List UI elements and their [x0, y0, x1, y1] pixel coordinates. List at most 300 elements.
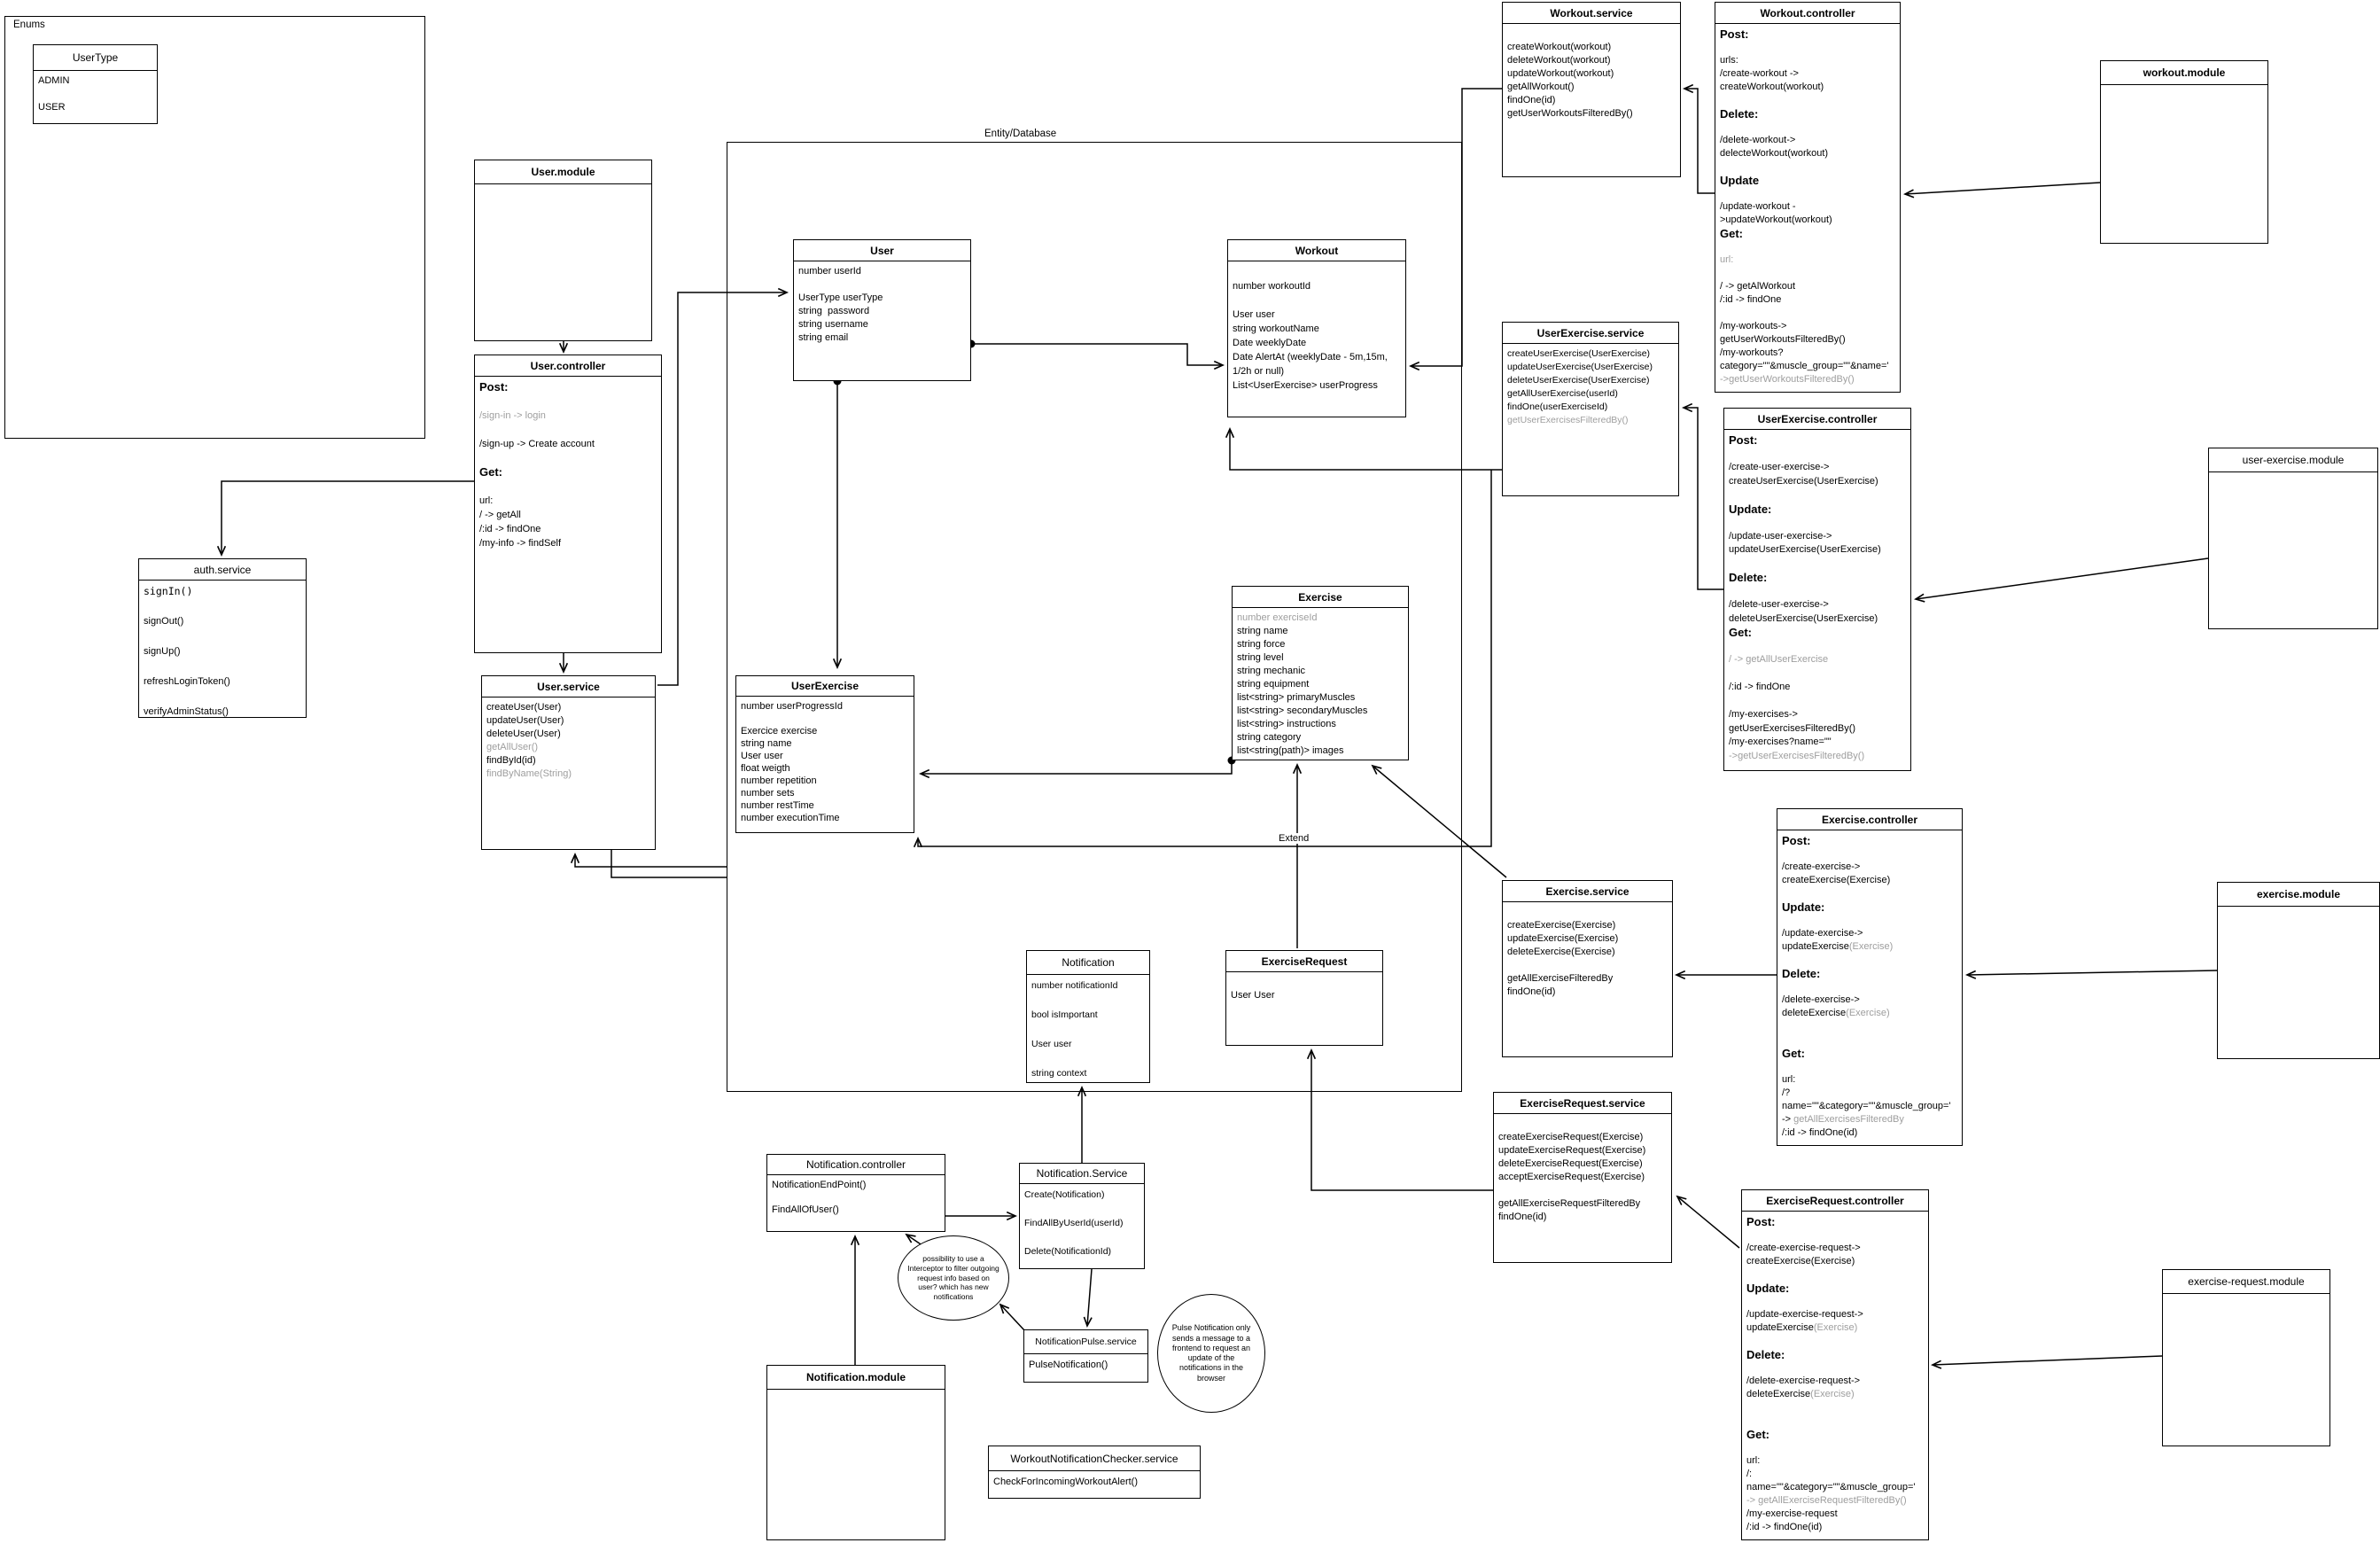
workout-entity-row-6: Date AlertAt (weeklyDate - 5m,15m, [1233, 352, 1388, 362]
userexercise-controller-row-8: updateUserExercise(UserExercise) [1729, 544, 1881, 555]
exercise-service-row-4 [1507, 959, 1668, 972]
notification-controller-row-1 [772, 1191, 940, 1204]
userexercise-controller-row-22: /my-exercises?name="" [1729, 736, 1832, 747]
node-notification-service[interactable] [1019, 1163, 1145, 1269]
notification-service-row-1 [1024, 1202, 1139, 1216]
user-controller-row-6: Get: [479, 465, 502, 479]
exercise-request-module-body [2163, 1294, 2329, 1301]
user-controller-row-7 [479, 479, 657, 494]
notification-entity-row-6: string context [1031, 1068, 1087, 1079]
exercise-controller-row-1 [1782, 847, 1957, 861]
userexercise-controller-row-6 [1729, 516, 1906, 530]
node-workout-module[interactable] [2100, 60, 2268, 244]
workout-service-row-6: getUserWorkoutsFilteredBy() [1507, 108, 1633, 119]
user-controller-row-3 [479, 423, 657, 437]
edge-entitydb-userservice-a[interactable] [575, 854, 727, 867]
exerciserequest-service-body [1494, 1114, 1671, 1227]
exerciserequest-controller-row-7: /update-exercise-request-> [1746, 1309, 1863, 1320]
exercise-controller-row-14 [1782, 1020, 1957, 1033]
auth-service-row-4: signUp() [144, 646, 181, 657]
workout-entity-row-4: string workoutName [1233, 323, 1319, 334]
user-controller-row-4: /sign-up -> Create account [479, 439, 595, 449]
workout-controller-row-24: /my-workouts? [1720, 347, 1784, 358]
exerciserequest-entity-row-0 [1231, 976, 1378, 989]
workout-controller-row-21 [1720, 307, 1895, 320]
pulse-note-ellipse[interactable] [1157, 1294, 1265, 1413]
exerciserequest-controller-row-22: /my-exercise-request [1746, 1508, 1838, 1519]
node-workout-service[interactable] [1502, 2, 1681, 177]
exercise-controller-title: Exercise.controller [1777, 809, 1962, 830]
exercise-controller-row-17 [1782, 1060, 1957, 1073]
exercise-entity-row-9: string category [1237, 732, 1302, 743]
userexercise-controller-row-9 [1729, 557, 1906, 572]
user-entity-row-1 [798, 278, 966, 292]
workout-controller-row-5 [1720, 94, 1895, 107]
workout-service-row-4: getAllWorkout() [1507, 82, 1575, 92]
auth-service-row-0: signIn() [144, 585, 193, 597]
userexercise-controller-row-0: Post: [1729, 433, 1758, 447]
userexercise-controller-row-11 [1729, 585, 1906, 599]
userexercise-controller-row-2: /create-user-exercise-> [1729, 462, 1830, 472]
exercise-controller-row-21: -> getAllExercisesFilteredBy [1782, 1114, 1904, 1125]
workout-service-body [1503, 24, 1680, 124]
exerciserequest-service-row-7: findOne(id) [1498, 1212, 1547, 1222]
edge-notificationpulse-interceptornote[interactable] [1000, 1305, 1025, 1331]
userexercise-controller-row-10: Delete: [1729, 571, 1768, 584]
exerciserequest-controller-row-12: /delete-exercise-request-> [1746, 1375, 1861, 1386]
exerciserequest-controller-row-6 [1746, 1295, 1924, 1308]
userexercise-controller-row-17 [1729, 667, 1906, 682]
user-entity-row-4: string username [798, 319, 868, 330]
workout-controller-row-26: ->getUserWorkoutsFilteredBy() [1720, 374, 1855, 385]
exercise-service-row-0 [1507, 906, 1668, 919]
workout-controller-row-13: /update-workout - [1720, 201, 1796, 212]
workout-controller-row-1 [1720, 41, 1895, 54]
node-workout-entity[interactable] [1227, 239, 1406, 417]
userexercise-service-row-4: findOne(userExerciseId) [1507, 401, 1608, 412]
node-notification-controller[interactable] [766, 1154, 945, 1232]
usertype-enum-body [34, 71, 157, 118]
workout-controller-row-4: createWorkout(workout) [1720, 82, 1824, 92]
entity-database-container-label: Entity/Database [982, 129, 1059, 139]
user-controller-row-11: /my-info -> findSelf [479, 538, 562, 549]
user-entity-row-3: string password [798, 306, 870, 316]
exerciserequest-controller-row-16: Get: [1746, 1428, 1769, 1441]
notification-service-title: Notification.Service [1020, 1164, 1144, 1184]
notification-entity-title: Notification [1027, 951, 1149, 975]
edge-notificationservice-notificationpulse[interactable] [1087, 1269, 1092, 1326]
userexercise-controller-row-12: /delete-user-exercise-> [1729, 599, 1829, 610]
workout-controller-title: Workout.controller [1715, 3, 1900, 24]
node-user-exercise-module[interactable] [2208, 448, 2378, 629]
workout-controller-row-0: Post: [1720, 27, 1749, 41]
userexercise-controller-row-3: createUserExercise(UserExercise) [1729, 475, 1878, 487]
user-exercise-module-body [2209, 472, 2377, 479]
exercise-controller-row-13: deleteExercise(Exercise) [1782, 1008, 1890, 1018]
userexercise-controller-row-1 [1729, 448, 1906, 462]
workout-controller-row-20: /:id -> findOne [1720, 294, 1782, 305]
workout-service-row-5: findOne(id) [1507, 95, 1556, 105]
exercise-controller-row-12: /delete-exercise-> [1782, 994, 1860, 1005]
notification-entity-row-0: number notificationId [1031, 980, 1118, 991]
node-exercise-entity[interactable] [1232, 586, 1409, 760]
edge-exerciserequestcontroller-exerciserequestservice[interactable] [1677, 1196, 1739, 1248]
auth-service-row-6: refreshLoginToken() [144, 676, 230, 687]
workout-controller-row-12 [1720, 187, 1895, 200]
exercise-controller-row-8: updateExercise(Exercise) [1782, 941, 1894, 952]
node-exerciserequest-controller[interactable] [1741, 1189, 1929, 1540]
notification-module-title: Notification.module [767, 1366, 945, 1390]
userexercise-controller-row-5: Update: [1729, 502, 1772, 516]
userexercise-service-row-2: deleteUserExercise(UserExercise) [1507, 375, 1650, 386]
user-entity-row-2: UserType userType [798, 292, 883, 303]
exercise-module-body [2218, 907, 2379, 914]
workout-entity-body [1228, 261, 1405, 396]
workout-service-row-3: updateWorkout(workout) [1507, 68, 1614, 79]
userexercise-controller-body [1724, 430, 1910, 767]
edge-workoutmodule-workoutcontroller[interactable] [1905, 183, 2100, 194]
user-service-title: User.service [482, 676, 655, 697]
exercise-entity-row-6: list<string> primaryMuscles [1237, 692, 1356, 703]
exerciserequest-controller-row-17 [1746, 1441, 1924, 1454]
workout-entity-row-0 [1233, 265, 1401, 279]
node-exerciserequest-entity[interactable] [1225, 950, 1383, 1046]
notification-entity-row-4: User user [1031, 1039, 1072, 1049]
userexercise-service-row-1: updateUserExercise(UserExercise) [1507, 362, 1653, 372]
notification-entity-row-5 [1031, 1052, 1145, 1067]
node-auth-service[interactable] [138, 558, 307, 718]
exerciserequest-controller-row-20: name=""&category=""&muscle_group=' [1746, 1482, 1916, 1492]
exerciserequest-controller-title: ExerciseRequest.controller [1742, 1190, 1928, 1212]
notification-service-row-2: FindAllByUserId(userId) [1024, 1218, 1124, 1228]
notification-entity-body [1027, 975, 1149, 1085]
node-exercise-module[interactable] [2217, 882, 2380, 1059]
workout-controller-row-19: / -> getAlWorkout [1720, 281, 1796, 292]
workout-controller-row-17: url: [1720, 254, 1734, 265]
node-user-controller[interactable] [474, 355, 662, 653]
exerciserequest-controller-row-11 [1746, 1361, 1924, 1375]
exercise-controller-row-20: name=""&category=""&muscle_group=' [1782, 1101, 1951, 1111]
userexercise-service-row-0: createUserExercise(UserExercise) [1507, 348, 1651, 359]
notification-service-row-0: Create(Notification) [1024, 1189, 1105, 1200]
exerciserequest-controller-row-14 [1746, 1401, 1924, 1414]
workout-controller-row-25: category=""&muscle_group=""&name=' [1720, 361, 1889, 371]
user-controller-row-5 [479, 451, 657, 465]
notification-entity-row-1 [1031, 994, 1145, 1009]
node-notificationpulse-service[interactable] [1023, 1329, 1148, 1383]
exerciserequest-controller-row-1 [1746, 1228, 1924, 1242]
node-userexercise-controller[interactable] [1723, 408, 1911, 771]
auth-service-row-2: signOut() [144, 616, 184, 627]
node-workoutnotificationchecker-service[interactable] [988, 1446, 1201, 1499]
userexercise-service-title: UserExercise.service [1503, 323, 1678, 344]
userexercise-entity-row-8: number restTime [741, 800, 814, 811]
pulse-note-text: Pulse Notification only sends a message to a frontend to request an update of the notifications in the browser [1171, 1323, 1251, 1383]
exercise-controller-row-16: Get: [1782, 1047, 1805, 1060]
userexercise-controller-row-15 [1729, 640, 1906, 654]
auth-service-row-3 [144, 629, 301, 644]
userexercise-entity-row-5: float weigth [741, 763, 790, 774]
workout-controller-body [1715, 24, 1900, 390]
exerciserequest-controller-body [1742, 1212, 1928, 1538]
exercise-controller-row-4 [1782, 887, 1957, 900]
userexercise-entity-row-1 [741, 713, 909, 725]
auth-service-title: auth.service [139, 559, 306, 581]
workout-controller-row-8: /delete-workout-> [1720, 135, 1796, 145]
userexercise-controller-title: UserExercise.controller [1724, 409, 1910, 430]
exerciserequest-controller-row-23: /:id -> findOne(id) [1746, 1522, 1823, 1532]
workout-controller-row-16 [1720, 240, 1895, 253]
edge-usercontroller-authservice[interactable] [222, 481, 474, 555]
exercise-controller-row-18: url: [1782, 1074, 1796, 1085]
exercise-service-title: Exercise.service [1503, 881, 1672, 902]
workoutnotificationchecker-service-body [989, 1471, 1200, 1492]
exercise-controller-body [1777, 830, 1962, 1143]
userexercise-entity-row-4: User user [741, 751, 783, 761]
workout-service-row-1: createWorkout(workout) [1507, 42, 1612, 52]
interceptor-note-ellipse[interactable] [898, 1235, 1009, 1321]
node-userexercise-entity[interactable] [735, 675, 914, 833]
user-service-row-3: getAllUser() [486, 742, 539, 752]
userexercise-entity-row-7: number sets [741, 788, 795, 799]
user-controller-row-10: /:id -> findOne [479, 524, 541, 534]
exercise-entity-title: Exercise [1233, 587, 1408, 608]
notificationpulse-service-row-0: PulseNotification() [1029, 1360, 1108, 1370]
usertype-enum-row-2: USER [38, 102, 66, 113]
workout-entity-row-8: List<UserExercise> userProgress [1233, 380, 1378, 391]
notification-entity-row-2: bool isImportant [1031, 1009, 1098, 1020]
notification-service-row-3 [1024, 1230, 1139, 1244]
extend-edge-label: Extend [1279, 833, 1310, 844]
notification-module-body [767, 1390, 945, 1397]
user-service-body [482, 697, 655, 784]
user-controller-row-2: /sign-in -> login [479, 410, 546, 421]
exercise-controller-row-10: Delete: [1782, 967, 1821, 980]
node-notification-entity[interactable] [1026, 950, 1150, 1083]
notificationpulse-service-title: NotificationPulse.service [1024, 1330, 1147, 1354]
workout-service-title: Workout.service [1503, 3, 1680, 24]
exerciserequest-controller-row-0: Post: [1746, 1215, 1776, 1228]
interceptor-note-text: possibility to use a Interceptor to filter outgoing request info based on user? which has new notifications [907, 1254, 999, 1301]
exercise-controller-row-19: /? [1782, 1087, 1791, 1098]
node-notification-module[interactable] [766, 1365, 945, 1540]
exerciserequest-entity-title: ExerciseRequest [1226, 951, 1382, 972]
usertype-enum-row-1 [38, 88, 152, 101]
exercise-service-body [1503, 902, 1672, 1002]
notification-controller-row-2: FindAllOfUser() [772, 1204, 839, 1215]
notification-service-body [1020, 1184, 1144, 1262]
userexercise-controller-row-21: getUserExercisesFilteredBy() [1729, 722, 1856, 734]
user-entity-title: User [794, 240, 970, 261]
workout-controller-row-7 [1720, 121, 1895, 134]
exerciserequest-service-row-1: createExerciseRequest(Exercise) [1498, 1132, 1644, 1142]
node-exercise-controller[interactable] [1777, 808, 1963, 1146]
user-exercise-module-title: user-exercise.module [2209, 448, 2377, 472]
exercise-controller-row-11 [1782, 980, 1957, 994]
workout-controller-row-11: Update [1720, 174, 1760, 187]
exercise-controller-row-6 [1782, 914, 1957, 927]
exerciserequest-controller-row-8: updateExercise(Exercise) [1746, 1322, 1858, 1333]
user-controller-row-1 [479, 394, 657, 409]
workout-entity-row-2 [1233, 293, 1401, 308]
userexercise-service-row-3: getAllUserExercise(userId) [1507, 388, 1618, 399]
exercise-controller-row-5: Update: [1782, 900, 1825, 914]
userexercise-entity-row-3: string name [741, 738, 792, 749]
user-controller-title: User.controller [475, 355, 661, 377]
workout-module-body [2101, 85, 2267, 92]
exerciserequest-controller-row-2: /create-exercise-request-> [1746, 1243, 1861, 1253]
workout-service-row-2: deleteWorkout(workout) [1507, 55, 1611, 66]
node-user-module[interactable] [474, 160, 652, 341]
workout-module-title: workout.module [2101, 61, 2267, 85]
workout-controller-row-23: getUserWorkoutsFilteredBy() [1720, 334, 1846, 345]
user-entity-row-0: number userId [798, 266, 861, 277]
workoutnotificationchecker-service-row-0: CheckForIncomingWorkoutAlert() [993, 1477, 1139, 1487]
exercise-service-row-1: createExercise(Exercise) [1507, 920, 1616, 931]
exercise-service-row-2: updateExercise(Exercise) [1507, 933, 1619, 944]
user-service-row-5: findByName(String) [486, 768, 572, 779]
userexercise-entity-row-2: Exercice exercise [741, 726, 818, 736]
userexercise-controller-row-14: Get: [1729, 626, 1752, 639]
edge-exercisemodule-exercisecontroller[interactable] [1967, 970, 2217, 975]
notification-service-row-4: Delete(NotificationId) [1024, 1246, 1112, 1257]
exercise-controller-row-0: Post: [1782, 834, 1811, 847]
exerciserequest-service-row-5 [1498, 1184, 1667, 1197]
notificationpulse-service-body [1024, 1354, 1147, 1375]
userexercise-controller-row-4 [1729, 488, 1906, 503]
workout-entity-row-7: 1/2h or null) [1233, 366, 1285, 377]
exercise-service-row-3: deleteExercise(Exercise) [1507, 947, 1615, 957]
workout-controller-row-22: /my-workouts-> [1720, 321, 1787, 331]
user-entity-row-5: string email [798, 332, 849, 343]
exerciserequest-controller-row-18: url: [1746, 1455, 1761, 1466]
exerciserequest-service-row-6: getAllExerciseRequestFilteredBy [1498, 1198, 1641, 1209]
edge-userservice-entitydb-b[interactable] [611, 850, 727, 877]
exerciserequest-service-title: ExerciseRequest.service [1494, 1093, 1671, 1114]
userexercise-entity-title: UserExercise [736, 676, 914, 697]
exerciserequest-controller-row-13: deleteExercise(Exercise) [1746, 1389, 1855, 1399]
userexercise-controller-row-19 [1729, 695, 1906, 709]
node-usertype-enum[interactable] [33, 44, 158, 124]
user-controller-row-8: url: [479, 495, 494, 506]
exerciserequest-service-row-2: updateExerciseRequest(Exercise) [1498, 1145, 1646, 1156]
userexercise-controller-row-23: ->getUserExercisesFilteredBy() [1729, 750, 1865, 761]
user-service-row-1: updateUser(User) [486, 715, 564, 726]
node-exerciserequest-service[interactable] [1493, 1092, 1672, 1263]
auth-service-row-8: verifyAdminStatus() [144, 706, 229, 717]
exercise-controller-row-22: /:id -> findOne(id) [1782, 1127, 1858, 1138]
exerciserequest-controller-row-19: /: [1746, 1469, 1753, 1479]
notification-controller-row-0: NotificationEndPoint() [772, 1180, 867, 1190]
workout-controller-row-14: >updateWorkout(workout) [1720, 214, 1832, 225]
workout-entity-row-1: number workoutId [1233, 281, 1311, 292]
exercise-service-row-5: getAllExerciseFilteredBy [1507, 973, 1614, 984]
workout-controller-row-6: Delete: [1720, 107, 1759, 121]
exerciserequest-controller-row-9 [1746, 1335, 1924, 1348]
user-module-body [475, 184, 651, 191]
userexercise-entity-row-6: number repetition [741, 775, 817, 786]
user-service-row-2: deleteUser(User) [486, 729, 561, 739]
workout-controller-row-3: /create-workout -> [1720, 68, 1799, 79]
userexercise-entity-body [736, 697, 914, 828]
userexercise-controller-row-18: /:id -> findOne [1729, 682, 1791, 692]
exerciserequest-controller-row-3: createExercise(Exercise) [1746, 1256, 1855, 1266]
exercise-entity-row-8: list<string> instructions [1237, 719, 1336, 729]
auth-service-row-7 [144, 690, 301, 705]
userexercise-controller-row-13: deleteUserExercise(UserExercise) [1729, 612, 1878, 624]
node-userexercise-service[interactable] [1502, 322, 1679, 496]
user-service-row-0: createUser(User) [486, 702, 562, 713]
exerciserequest-service-row-3: deleteExerciseRequest(Exercise) [1498, 1158, 1643, 1169]
exerciserequest-entity-row-1: User User [1231, 990, 1275, 1001]
exercise-entity-row-10: list<string(path)> images [1237, 745, 1344, 756]
workout-controller-row-18 [1720, 267, 1895, 280]
node-workout-controller[interactable] [1715, 2, 1901, 393]
user-controller-row-9: / -> getAll [479, 510, 521, 520]
exercise-controller-row-15 [1782, 1033, 1957, 1047]
userexercise-controller-row-20: /my-exercises-> [1729, 709, 1798, 720]
node-user-entity[interactable] [793, 239, 971, 381]
edge-workoutcontroller-workoutservice[interactable] [1684, 89, 1715, 193]
user-service-row-4: findById(id) [486, 755, 536, 766]
auth-service-row-5 [144, 659, 301, 674]
userexercise-controller-row-16: / -> getAllUserExercise [1729, 654, 1829, 665]
usertype-enum-title: UserType [34, 45, 157, 71]
edge-exerciserequestmodule-exerciserequestcontroller[interactable] [1933, 1356, 2162, 1365]
exerciserequest-controller-row-5: Update: [1746, 1282, 1790, 1295]
exercise-entity-row-1: string name [1237, 626, 1288, 636]
exercise-entity-row-5: string equipment [1237, 679, 1310, 690]
exerciserequest-service-row-4: acceptExerciseRequest(Exercise) [1498, 1172, 1645, 1182]
userexercise-controller-row-7: /update-user-exercise-> [1729, 530, 1832, 542]
workout-controller-row-9: delecteWorkout(workout) [1720, 148, 1829, 159]
workoutnotificationchecker-service-title: WorkoutNotificationChecker.service [989, 1446, 1200, 1471]
exercise-entity-row-2: string force [1237, 639, 1286, 650]
exercise-service-row-6: findOne(id) [1507, 986, 1556, 997]
edge-userexercisecontroller-userexerciseservice[interactable] [1684, 408, 1723, 589]
node-exercise-service[interactable] [1502, 880, 1673, 1057]
exercise-module-title: exercise.module [2218, 883, 2379, 907]
exercise-entity-row-7: list<string> secondaryMuscles [1237, 705, 1368, 716]
node-user-service[interactable] [481, 675, 656, 850]
exercise-entity-row-4: string mechanic [1237, 666, 1306, 676]
userexercise-service-row-5: getUserExercisesFilteredBy() [1507, 415, 1629, 425]
exerciserequest-controller-row-15 [1746, 1414, 1924, 1428]
node-exercise-request-module[interactable] [2162, 1269, 2330, 1446]
user-controller-body [475, 377, 661, 554]
notification-controller-title: Notification.controller [767, 1155, 945, 1175]
exercise-entity-row-0: number exerciseId [1237, 612, 1318, 623]
workout-entity-title: Workout [1228, 240, 1405, 261]
exerciserequest-controller-row-10: Delete: [1746, 1348, 1785, 1361]
exercise-entity-row-3: string level [1237, 652, 1284, 663]
exercise-controller-row-9 [1782, 954, 1957, 967]
notification-entity-row-3 [1031, 1023, 1145, 1038]
workout-entity-row-3: User user [1233, 309, 1275, 320]
workout-controller-row-2: urls: [1720, 55, 1738, 66]
user-controller-row-0: Post: [479, 380, 509, 394]
workout-controller-row-15: Get: [1720, 227, 1743, 240]
exerciserequest-controller-row-21: -> getAllExerciseRequestFilteredBy() [1746, 1495, 1907, 1506]
workout-service-row-0 [1507, 27, 1676, 41]
exercise-controller-row-2: /create-exercise-> [1782, 861, 1861, 872]
edge-userexercisemodule-userexercisecontroller[interactable] [1916, 558, 2208, 599]
exerciserequest-service-row-0 [1498, 1118, 1667, 1131]
workout-controller-row-10 [1720, 160, 1895, 174]
usertype-enum-row-0: ADMIN [38, 75, 70, 86]
exercise-entity-body [1233, 608, 1408, 761]
userexercise-entity-row-9: number executionTime [741, 813, 840, 823]
